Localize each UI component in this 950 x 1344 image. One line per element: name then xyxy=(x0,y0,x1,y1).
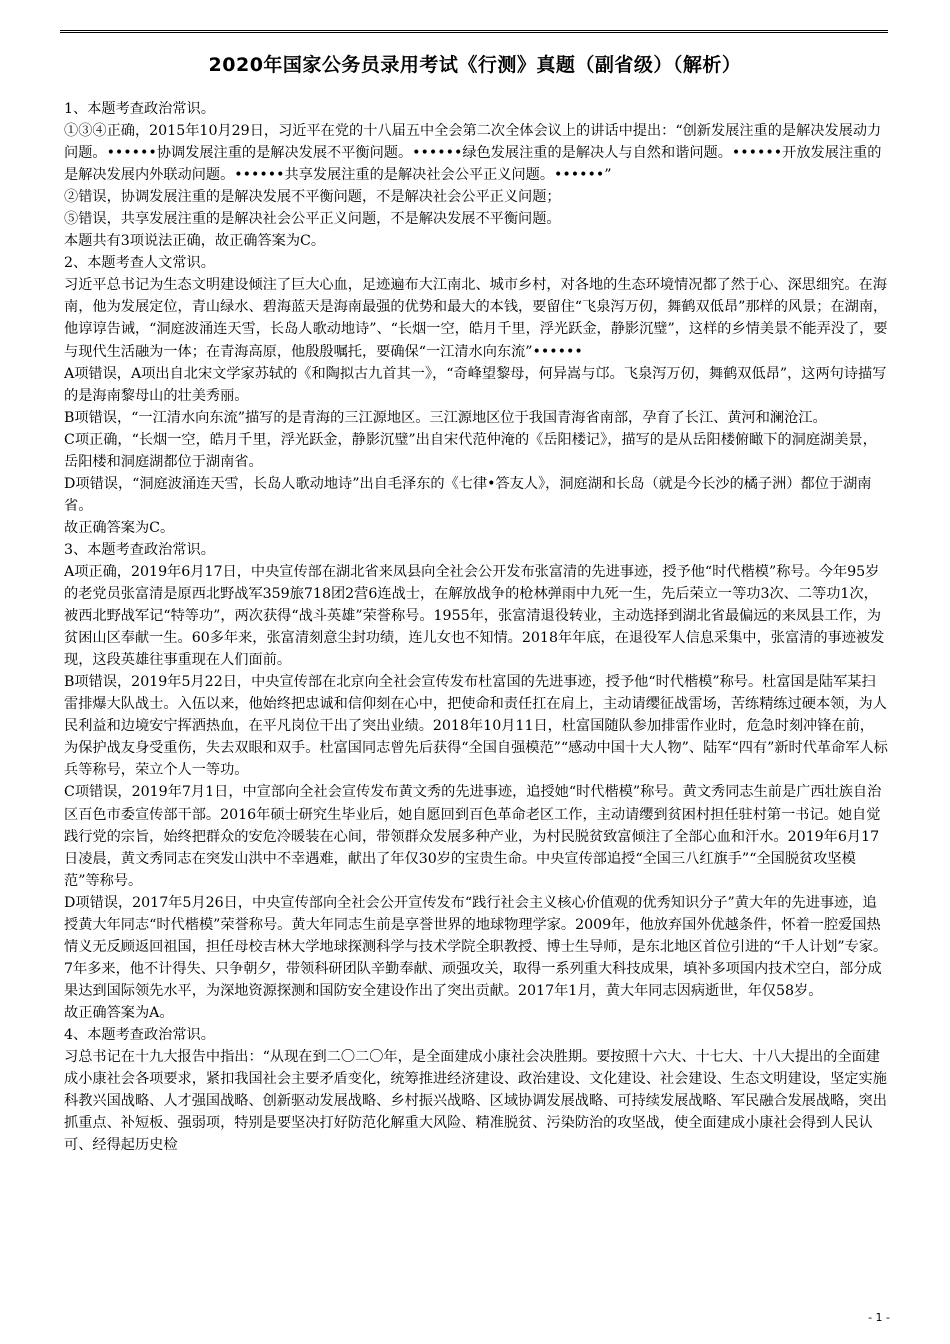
paragraph: ①③④正确，2015年10月29日，习近平在党的十八届五中全会第二次全体会议上的讲话中提出：“创新发展注重的是解决发展动力问题。••••••协调发展注重的是解决发展不平衡问题。••••••绿色发展注重的是解决人与自然和谐问题。••••••开放发展注重的是解决发展内外联动问题。••••••共享发展注重的是解决社会公平正义问题。••••••” xyxy=(64,123,882,184)
paragraph: D项错误，2017年5月26日，中央宣传部向全社会公开宣传发布“践行社会主义核心价值观的优秀知识分子”黄大年的先进事迹，追授黄大年同志“时代楷模”荣誉称号。黄大年同志生前是享誉世界的地球物理学家。2009年，他放弃国外优越条件，怀着一腔爱国热情义无反顾返回祖国，担任母校吉林大学地球探测科学与技术学院全职教授、博士生导师，是东北地区首位引进的“千人计划”专家。7年多来，他不计得失、只争朝夕，带领科研团队辛勤奉献、顽强攻关，取得一系列重大科技成果，填补多项国内技术空白，部分成果达到国际领先水平，为深地资源探测和国防安全建设作出了突出贡献。2017年1月，黄大年同志因病逝世，年仅58岁。 xyxy=(64,894,888,999)
paragraph: B项错误，“一江清水向东流”描写的是青海的三江源地区。三江源地区位于我国青海省南部，孕育了长江、黄河和澜沧江。 xyxy=(64,409,827,426)
paragraph: 本题共有3项说法正确，故正确答案为C。 xyxy=(64,233,326,250)
paragraph: 故正确答案为A。 xyxy=(64,1004,174,1021)
paragraph: 习总书记在十九大报告中指出：“从现在到二〇二〇年，是全面建成小康社会决胜期。要按照十六大、十七大、十八大提出的全面建成小康社会各项要求，紧扣我国社会主要矛盾变化，统筹推进经济建设、政治建设、文化建设、社会建设、生态文明建设，坚定实施科教兴国战略、人才强国战略、创新驱动发展战略、乡村振兴战略、区域协调发展战略、可持续发展战略、军民融合发展战略，突出抓重点、补短板、强弱项，特别是要坚决打好防范化解重大风险、精准脱贫、污染防治的攻坚战，使全面建成小康社会得到人民认可、经得起历史检 xyxy=(64,1049,887,1154)
top-rule xyxy=(60,30,888,33)
paragraph: 3、本题考查政治常识。 xyxy=(64,541,215,558)
paragraph: 1、本题考查政治常识。 xyxy=(64,101,215,117)
paragraph: 习近平总书记为生态文明建设倾注了巨大心血，足迹遍布大江南北、城市乡村，对各地的生态环境情况都了然于心、深思细究。在海南，他为发展定位，青山绿水、碧海蓝天是海南最强的优势和最大的本钱，要留住“飞泉泻万仞，舞鹤双低昂”那样的风景；在湖南，他谆谆告诫，“洞庭波涌连天雪，长岛人歌动地诗”、“长烟一空，皓月千里，浮光跃金，静影沉璧”，这样的乡情美景不能弄没了，要与现代生活融为一体；在青海高原，他殷殷嘱托，要确保“一江清水向东流”•••••• xyxy=(64,277,888,360)
paragraph: C项错误，2019年7月1日，中宣部向全社会宣传发布黄文秀的先进事迹，追授她“时代楷模”称号。黄文秀同志生前是广西壮族自治区百色市委宣传部干部。2016年硕士研究生毕业后，她自愿回到百色革命老区工作，主动请缨到贫困村担任驻村第一书记。她自觉践行党的宗旨，始终把群众的安危冷暖装在心间，带领群众发展多种产业，为村民脱贫致富倾注了全部心血和汗水。2019年6月17日凌晨，黄文秀同志在突发山洪中不幸遇难，献出了年仅30岁的宝贵生命。中央宣传部追授“全国三八红旗手”“全国脱贫攻坚模范”等称号。 xyxy=(64,784,882,889)
paragraph: ⑤错误，共享发展注重的是解决社会公平正义问题，不是解决发展不平衡问题。 xyxy=(64,211,561,228)
page-title: 2020年国家公务员录用考试《行测》真题（副省级）（解析） xyxy=(208,54,742,76)
paragraph: B项错误，2019年5月22日，中央宣传部在北京向全社会宣传发布杜富国的先进事迹，授予他“时代楷模”称号。杜富国是陆军某扫雷排爆大队战士。入伍以来，他始终把忠诚和信仰刻在心中，把使命和责任扛在肩上，主动请缨征战雷场，苦练精练过硬本领，为人民利益和边境安宁挥洒热血，在平凡岗位干出了突出业绩。2018年10月11日，杜富国随队参加排雷作业时，危急时刻冲锋在前，为保护战友身受重伤，失去双眼和双手。杜富国同志曾先后获得“全国自强模范”“感动中国十大人物”、陆军“四有”新时代革命军人标兵等称号，荣立个人一等功。 xyxy=(64,674,888,779)
paragraph: ②错误，协调发展注重的是解决发展不平衡问题，不是解决社会公平正义问题； xyxy=(64,189,561,206)
paragraph: D项错误，“洞庭波涌连天雪，长岛人歌动地诗”出自毛泽东的《七律•答友人》，洞庭湖和长岛（就是今长沙的橘子洲）都位于湖南省。 xyxy=(64,475,872,514)
page-number: - 1 - xyxy=(868,1311,890,1324)
paragraph: C项正确，“长烟一空，皓月千里，浮光跃金，静影沉璧”出自宋代范仲淹的《岳阳楼记》，描写的是从岳阳楼俯瞰下的洞庭湖美景，岳阳楼和洞庭湖都位于湖南省。 xyxy=(64,431,877,470)
paragraph: A项正确，2019年6月17日，中央宣传部在湖北省来凤县向全社会公开发布张富清的先进事迹，授予他“时代楷模”称号。今年95岁的老党员张富清是原西北野战军359旅718团2营6连战士，在解放战争的枪林弹雨中九死一生，先后荣立一等功3次、二等功1次，被西北野战军记“特等功”，两次获得“战斗英雄”荣誉称号。1955年，张富清退役转业，主动选择到湖北省最偏远的来凤县工作，为贫困山区奉献一生。60多年来，张富清刻意尘封功绩，连儿女也不知情。2018年年底，在退役军人信息采集中，张富清的事迹被发现，这段英雄往事重现在人们面前。 xyxy=(64,563,885,669)
paragraph: 4、本题考查政治常识。 xyxy=(64,1026,215,1043)
paragraph: 故正确答案为C。 xyxy=(64,519,175,536)
document-body xyxy=(64,98,888,1156)
paragraph: 2、本题考查人文常识。 xyxy=(64,255,215,272)
paragraph: A项错误，A项出自北宋文学家苏轼的《和陶拟古九首其一》，“奇峰望黎母，何异嵩与邙。飞泉泻万仞，舞鹤双低昂”，这两句诗描写的是海南黎母山的壮美秀丽。 xyxy=(64,365,887,404)
